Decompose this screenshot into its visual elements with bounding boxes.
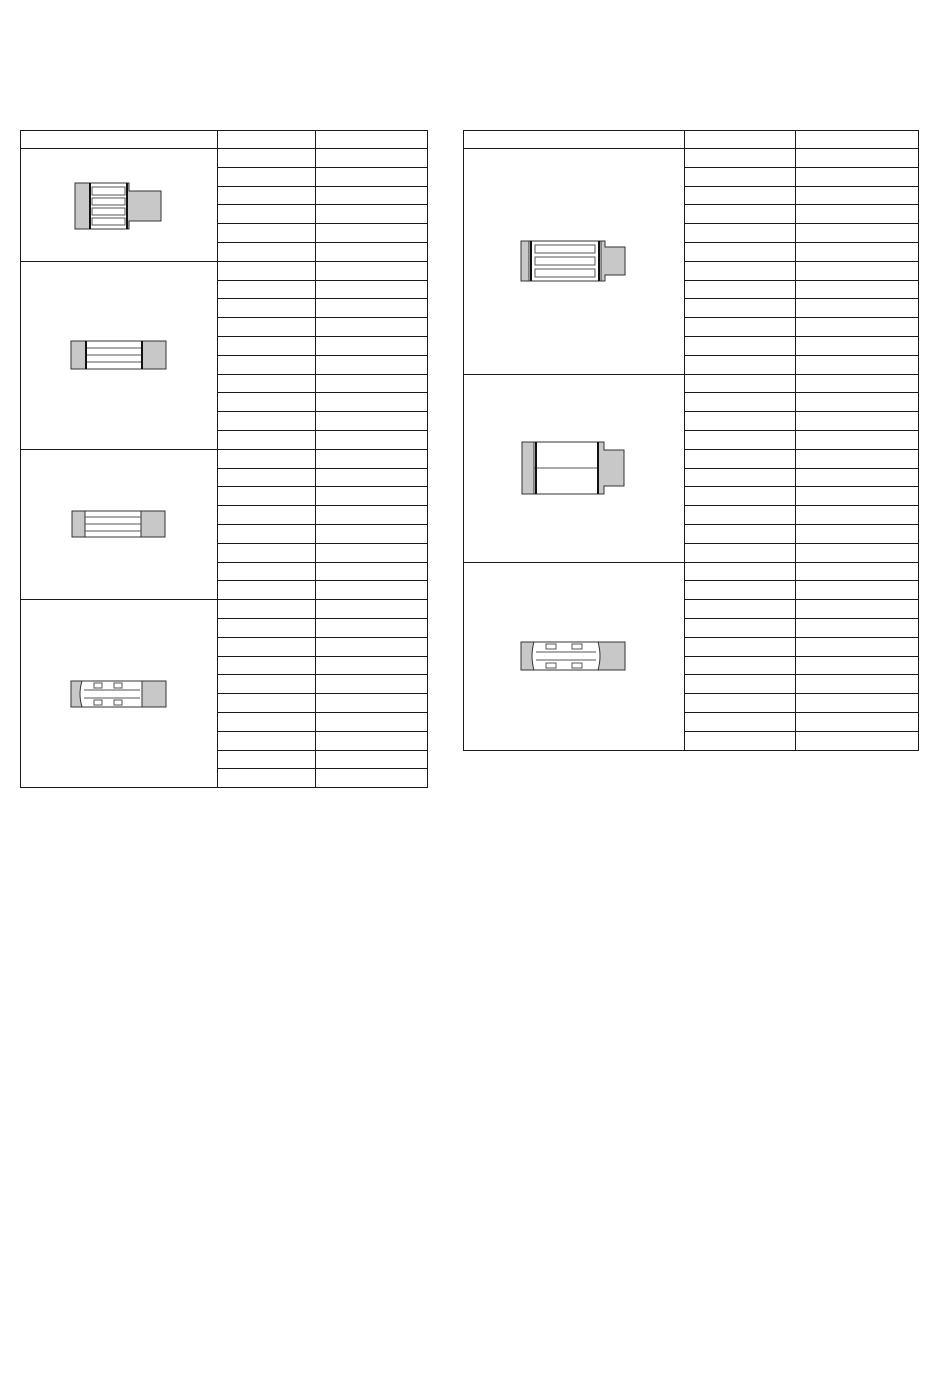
flanged-bearing-drawing [464,149,685,375]
table-cell [685,186,796,205]
table-cell [316,149,428,168]
table-cell [218,543,316,562]
table-cell [796,149,919,168]
table-cell [218,581,316,600]
table-cell [218,261,316,280]
table-cell [316,205,428,224]
flat-bearing-narrow-drawing [21,449,218,599]
header-cell-col2 [218,131,316,149]
table-row [21,449,428,468]
table-cell [218,336,316,355]
table-cell [685,336,796,355]
table-cell [685,261,796,280]
table-cell [218,393,316,412]
table-cell [796,506,919,525]
table-cell [685,393,796,412]
table-row [21,600,428,619]
table-cell [796,543,919,562]
table-cell [316,581,428,600]
table-cell [218,694,316,713]
right-spec-table [463,130,919,751]
table-cell [796,637,919,656]
table-cell [316,637,428,656]
table-cell [316,675,428,694]
table-cell [685,543,796,562]
header-cell-col2 [685,131,796,149]
table-cell [685,656,796,675]
table-cell [218,750,316,769]
table-cell [316,750,428,769]
table-cell [316,487,428,506]
table-cell [218,430,316,449]
table-cell [316,374,428,393]
table-cell [685,694,796,713]
table-cell [685,355,796,374]
table-cell [316,618,428,637]
cage-bearing-wide-drawing [464,562,685,750]
table-cell [685,618,796,637]
table-cell [218,149,316,168]
table-cell [796,694,919,713]
table-cell [685,581,796,600]
table-row [464,562,919,581]
table-header-row [464,131,919,149]
table-cell [685,412,796,431]
table-cell [685,224,796,243]
table-cell [685,712,796,731]
table-cell [316,524,428,543]
table-cell [218,637,316,656]
table-cell [316,656,428,675]
table-cell [796,393,919,412]
table-cell [796,468,919,487]
table-cell [316,600,428,619]
table-cell [316,261,428,280]
table-cell [685,487,796,506]
table-cell [796,600,919,619]
table-cell [685,562,796,581]
header-cell-col3 [316,131,428,149]
table-cell [218,524,316,543]
table-cell [218,562,316,581]
table-cell [218,656,316,675]
table-cell [316,468,428,487]
table-cell [685,149,796,168]
table-cell [796,675,919,694]
table-cell [218,449,316,468]
cage-bearing-drawing [21,600,218,788]
table-cell [316,562,428,581]
header-cell-col3 [796,131,919,149]
table-cell [685,205,796,224]
table-cell [796,336,919,355]
table-cell [218,506,316,525]
table-cell [796,731,919,750]
table-cell [796,712,919,731]
table-cell [218,468,316,487]
table-cell [316,186,428,205]
table-cell [316,412,428,431]
table-cell [316,543,428,562]
table-cell [218,318,316,337]
table-cell [796,186,919,205]
table-cell [218,769,316,788]
table-cell [218,167,316,186]
table-cell [316,712,428,731]
table-cell [316,449,428,468]
table-cell [685,299,796,318]
table-cell [685,506,796,525]
table-cell [218,712,316,731]
table-cell [316,393,428,412]
table-cell [316,242,428,261]
table-cell [316,224,428,243]
table-cell [316,167,428,186]
table-cell [796,487,919,506]
table-row [464,374,919,393]
table-cell [796,242,919,261]
stepped-bearing-drawing [21,149,218,262]
table-cell [796,261,919,280]
table-cell [685,318,796,337]
table-cell [316,355,428,374]
table-cell [316,430,428,449]
table-cell [796,412,919,431]
header-cell-drawing [21,131,218,149]
table-cell [685,449,796,468]
table-cell [218,224,316,243]
table-cell [218,299,316,318]
left-spec-table [20,130,428,788]
table-cell [685,600,796,619]
wide-flanged-bearing-drawing [464,374,685,562]
table-cell [316,336,428,355]
table-cell [796,562,919,581]
table-cell [316,506,428,525]
table-cell [218,618,316,637]
table-cell [218,731,316,750]
table-cell [218,280,316,299]
table-cell [685,430,796,449]
table-cell [796,374,919,393]
table-cell [316,769,428,788]
table-cell [796,280,919,299]
table-row [21,261,428,280]
table-cell [685,524,796,543]
table-cell [685,280,796,299]
table-cell [796,167,919,186]
table-cell [316,731,428,750]
table-cell [218,600,316,619]
table-cell [316,694,428,713]
table-cell [218,487,316,506]
table-cell [218,186,316,205]
table-cell [685,675,796,694]
table-cell [218,242,316,261]
table-cell [796,524,919,543]
table-cell [218,374,316,393]
table-cell [796,318,919,337]
table-cell [796,224,919,243]
table-cell [685,468,796,487]
table-cell [796,299,919,318]
table-cell [685,374,796,393]
table-row [21,149,428,168]
table-cell [796,581,919,600]
table-header-row [21,131,428,149]
table-cell [316,318,428,337]
table-cell [796,355,919,374]
table-cell [685,731,796,750]
table-cell [316,299,428,318]
flat-bearing-drawing [21,261,218,449]
table-cell [218,412,316,431]
table-cell [796,205,919,224]
table-row [464,149,919,168]
table-cell [685,167,796,186]
table-cell [685,637,796,656]
table-cell [218,355,316,374]
table-cell [685,242,796,261]
table-cell [796,656,919,675]
table-cell [796,618,919,637]
table-cell [796,449,919,468]
header-cell-drawing [464,131,685,149]
table-cell [218,675,316,694]
table-cell [316,280,428,299]
table-cell [218,205,316,224]
table-cell [796,430,919,449]
